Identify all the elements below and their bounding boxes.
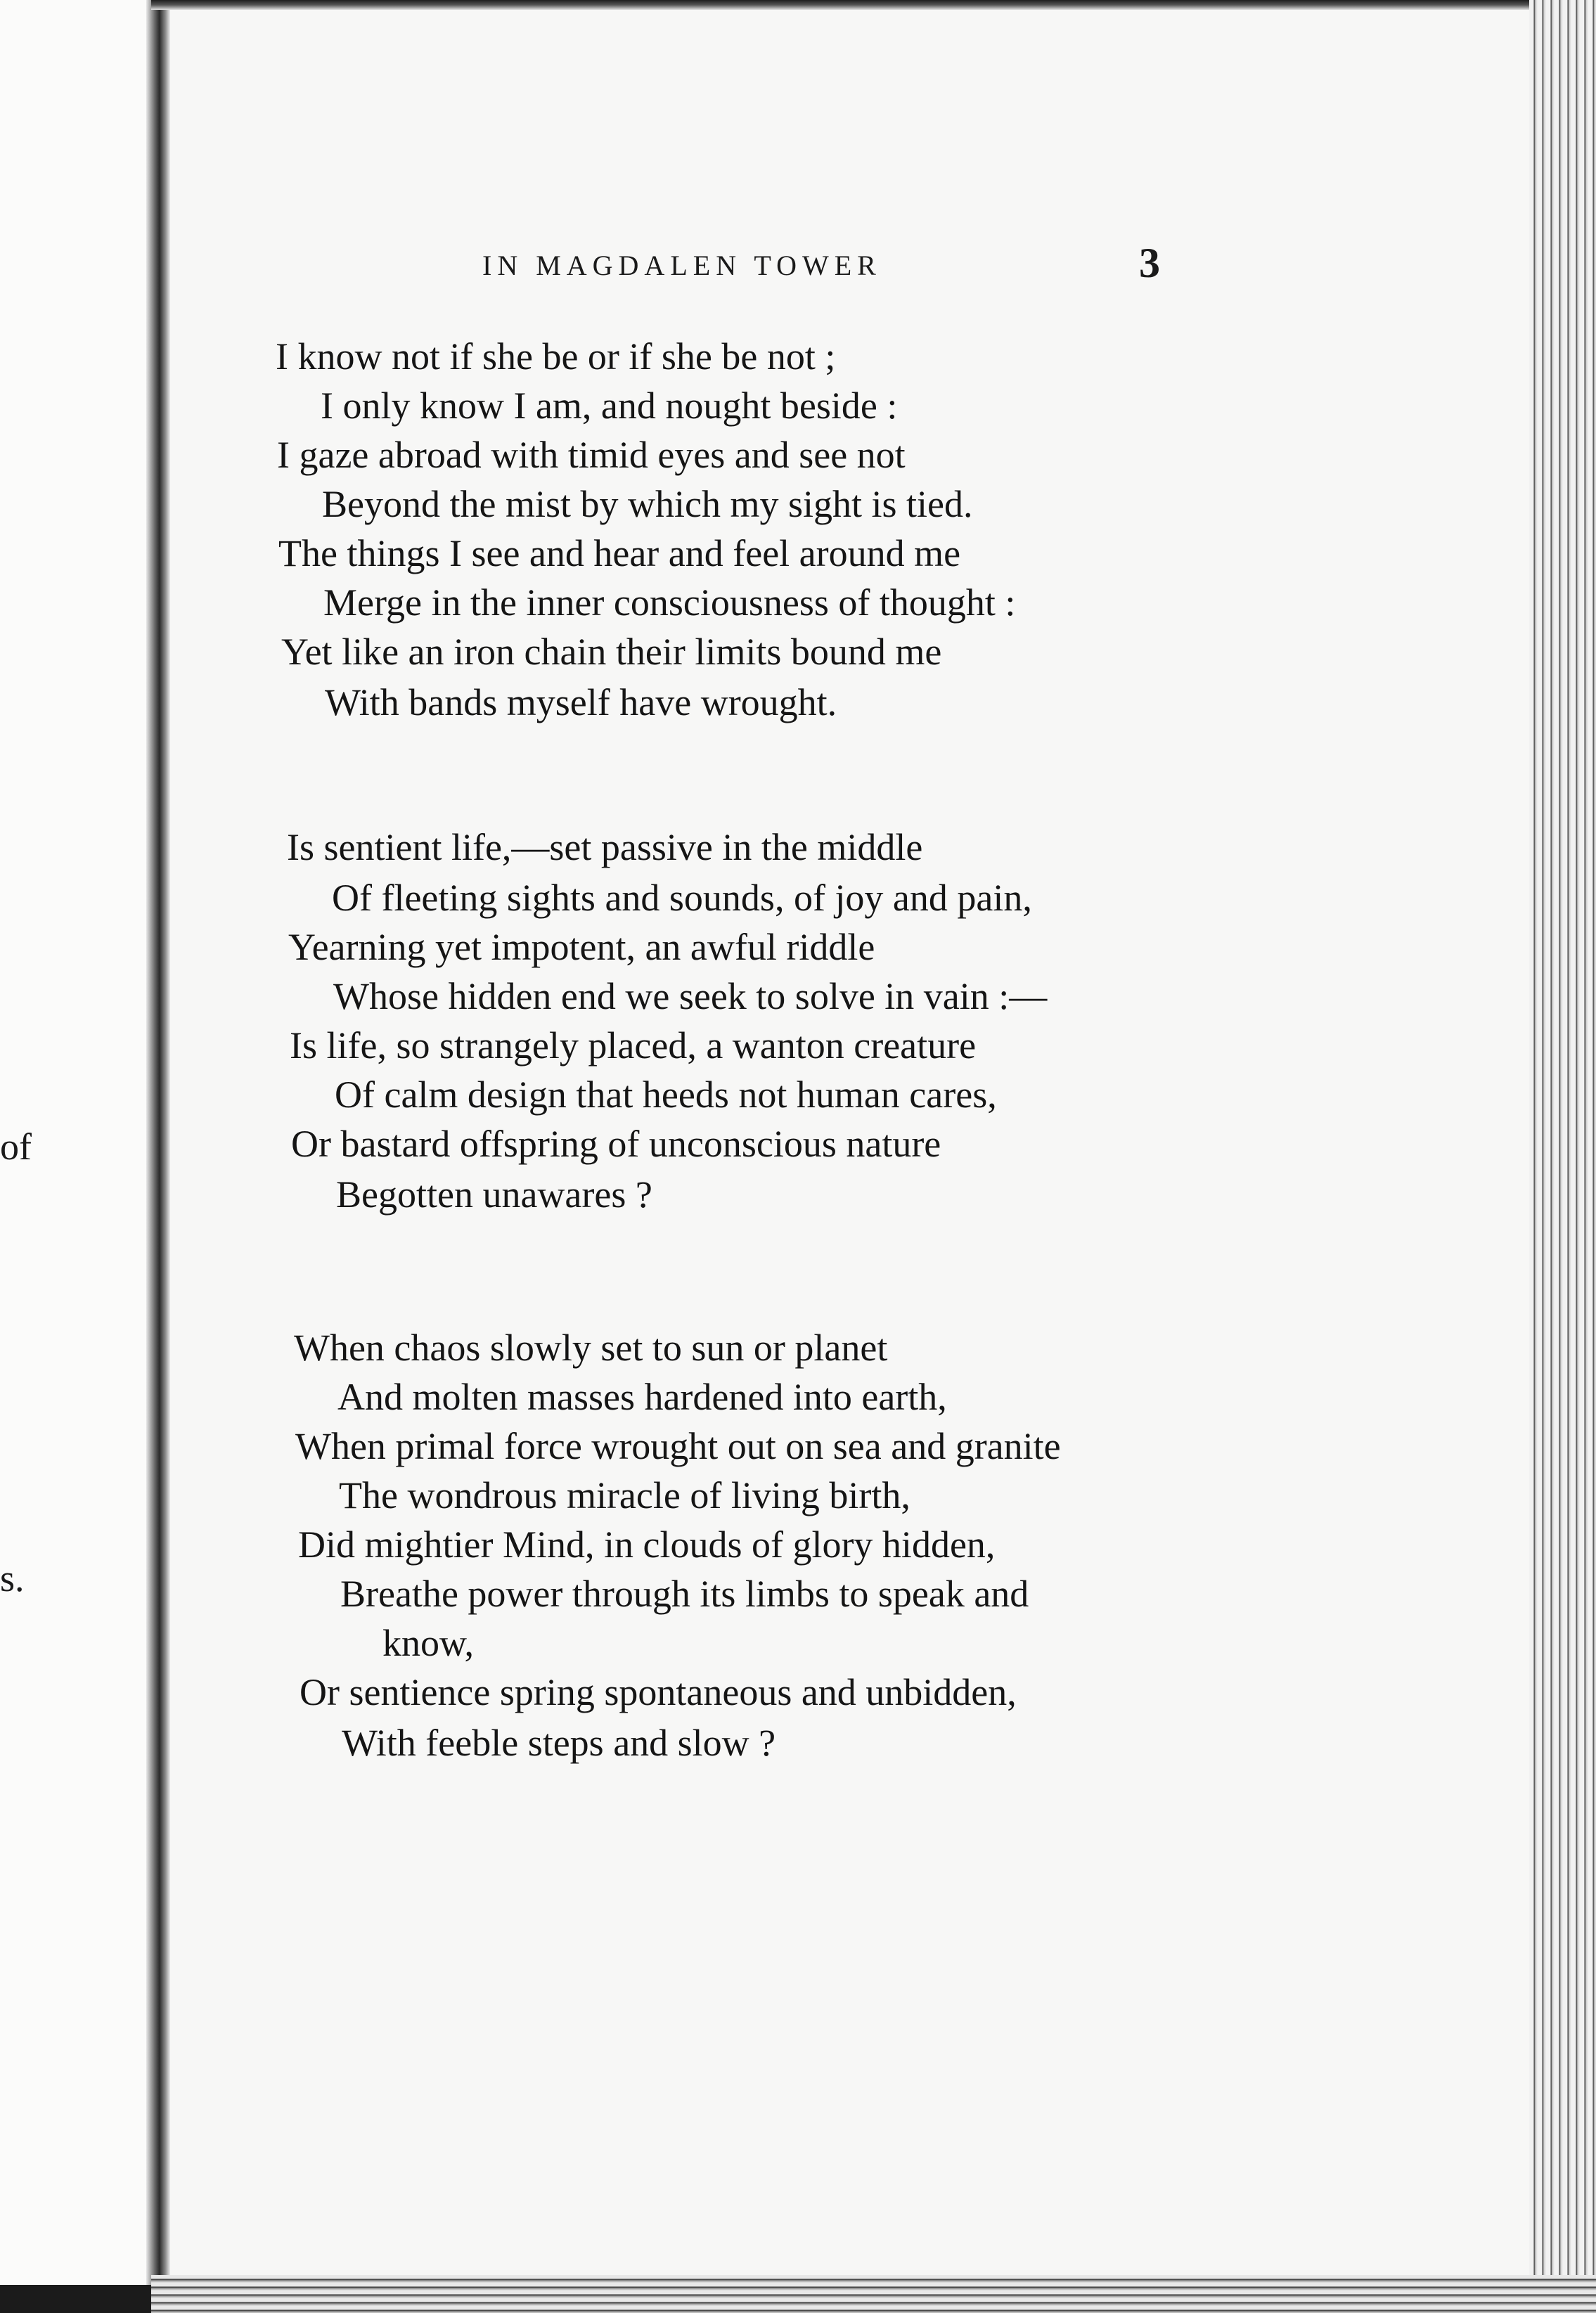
poem-line: When chaos slowly set to sun or planet: [294, 1327, 888, 1369]
poem-line: Merge in the inner consciousness of thought :: [323, 581, 1016, 624]
poem-line: Whose hidden end we seek to solve in vain :—: [333, 975, 1048, 1017]
running-title: IN MAGDALEN TOWER: [482, 250, 882, 281]
poem-line: Of fleeting sights and sounds, of joy and pain,: [332, 877, 1032, 919]
poem-line: When primal force wrought out on sea and granite: [295, 1425, 1061, 1467]
page-bottom-edge: [151, 2275, 1596, 2313]
poem-line: Begotten unawares ?: [336, 1173, 652, 1216]
poem-line: And molten masses hardened into earth,: [337, 1376, 947, 1418]
page-number: 3: [1139, 240, 1160, 286]
poem-line: Yet like an iron chain their limits bound me: [281, 631, 942, 673]
poem-line: Did mightier Mind, in clouds of glory hidden,: [298, 1523, 996, 1566]
poem-line: Of calm design that heeds not human cares,: [335, 1074, 997, 1116]
book-gutter: [146, 0, 170, 2285]
poem-line: With feeble steps and slow ?: [342, 1722, 776, 1764]
scan-border: [0, 2285, 162, 2313]
page-stack-edges: [1529, 0, 1596, 2313]
poem-line: know,: [382, 1622, 474, 1664]
poem-line: Beyond the mist by which my sight is tied.: [322, 483, 973, 525]
poem-line: Or bastard offspring of unconscious nature: [291, 1123, 941, 1165]
poem-line: Yearning yet impotent, an awful riddle: [288, 926, 875, 968]
page-top-edge: [151, 0, 1529, 10]
poem-line: I know not if she be or if she be not ;: [276, 335, 836, 378]
poem-line: I only know I am, and nought beside :: [321, 385, 898, 427]
poem-line: The things I see and hear and feel around me: [278, 532, 961, 574]
poem-line: Breathe power through its limbs to speak and: [340, 1573, 1029, 1615]
poem-line: With bands myself have wrought.: [325, 681, 837, 723]
poem-line: I gaze abroad with timid eyes and see not: [277, 434, 906, 476]
left-page-text-fragment: of: [0, 1126, 32, 1168]
poem-line: Or sentience spring spontaneous and unbidden,: [300, 1671, 1017, 1713]
left-page-text-fragment: s.: [0, 1557, 25, 1599]
poem-line: The wondrous miracle of living birth,: [339, 1474, 910, 1516]
left-facing-page: [0, 0, 156, 2285]
poem-line: Is life, so strangely placed, a wanton creature: [290, 1024, 977, 1067]
poem-line: Is sentient life,—set passive in the middle: [287, 826, 923, 868]
